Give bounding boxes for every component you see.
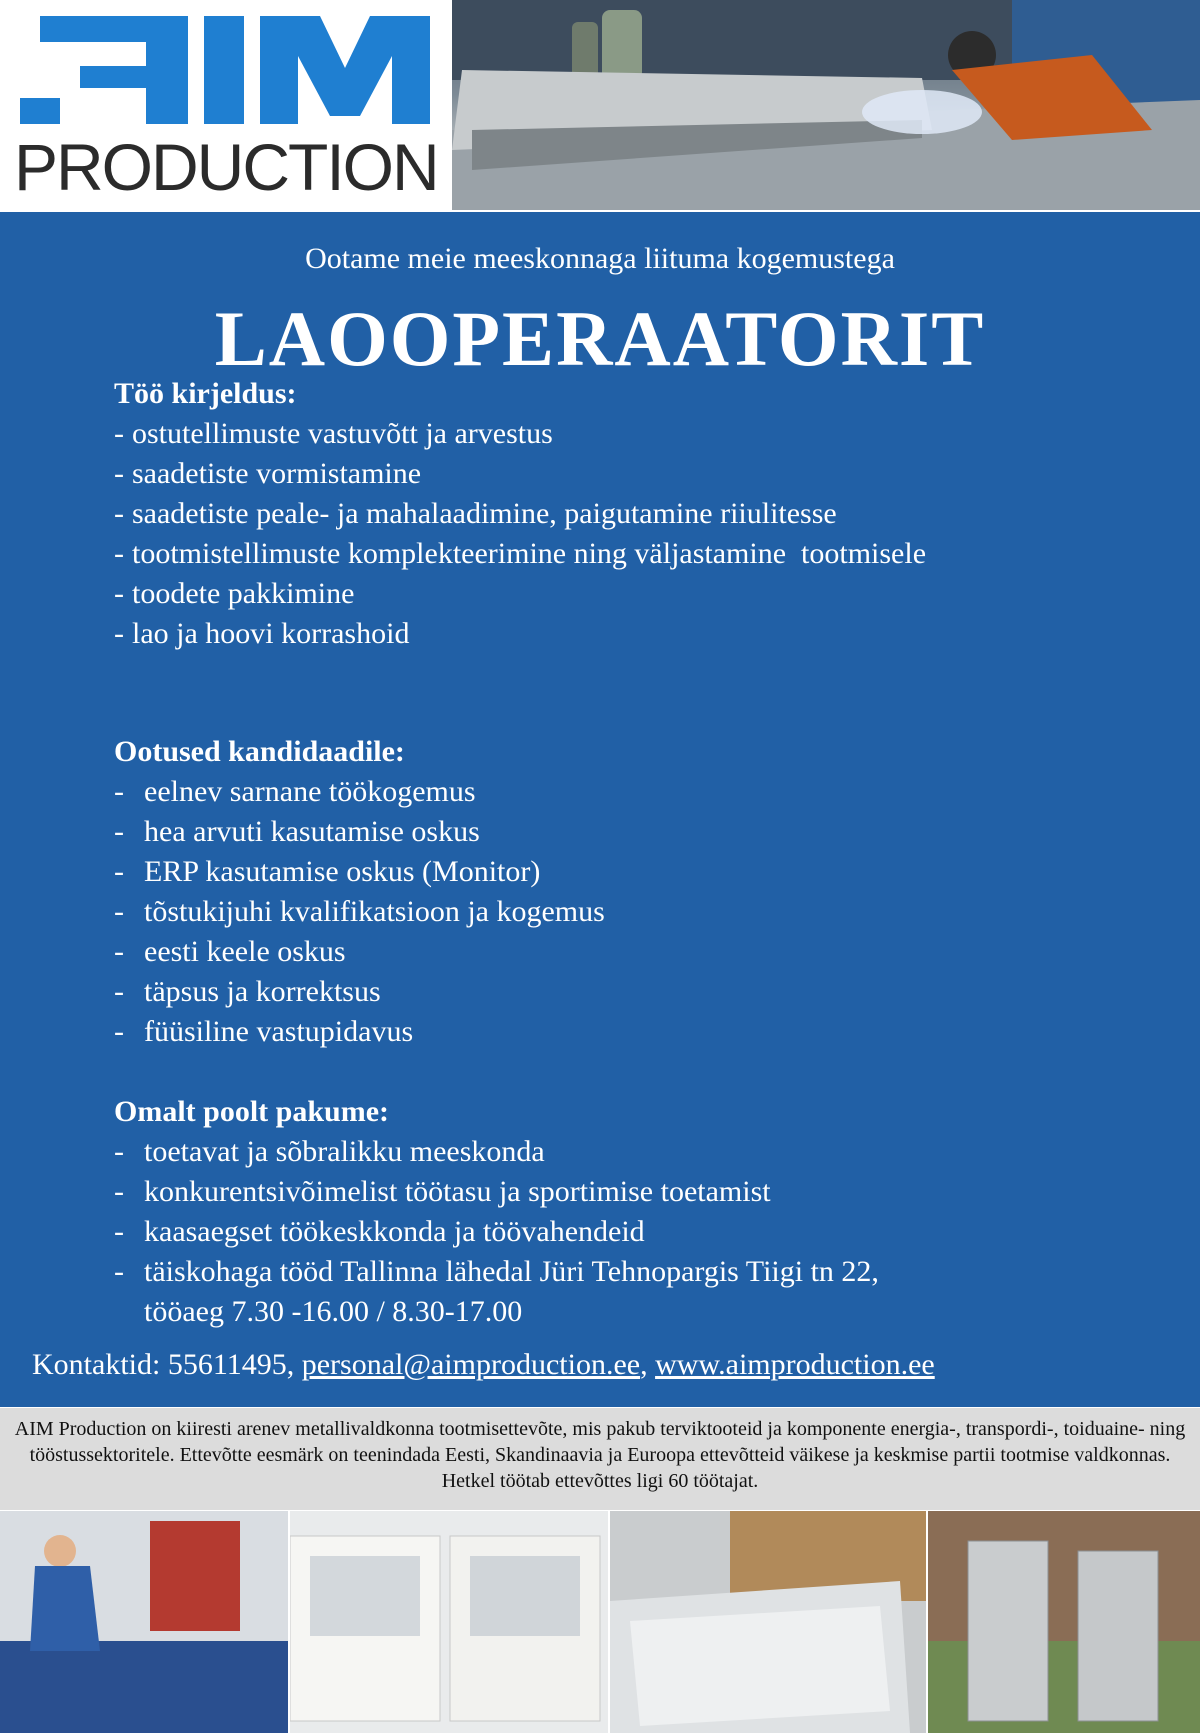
logo-wordmark: PRODUCTION — [14, 130, 438, 204]
list-item: - saadetiste vormistamine — [114, 457, 422, 490]
list-item: - toetavat ja sõbralikku meeskonda — [114, 1135, 545, 1168]
expectations-section — [114, 732, 1174, 1052]
contacts-label: Kontaktid: 55611495, — [32, 1348, 302, 1381]
expectations-heading: Ootused kandidaadile: — [114, 735, 405, 768]
intro-text: Ootame meie meeskonnaga liituma kogemustega — [305, 242, 895, 275]
offer-section — [114, 1092, 1174, 1332]
list-item: - konkurentsivõimelist töötasu ja sportimise toetamist — [114, 1175, 771, 1208]
contacts-line — [32, 1348, 935, 1382]
charging-stations-photo — [928, 1511, 1200, 1733]
header — [0, 0, 1200, 210]
job-description-section — [114, 374, 1174, 654]
contacts-separator: , — [640, 1348, 656, 1381]
list-item: - lao ja hoovi korrashoid — [114, 617, 410, 650]
welding-photo — [452, 0, 1200, 210]
job-description-panel — [0, 212, 1200, 1407]
list-item: - hea arvuti kasutamise oskus — [114, 815, 480, 848]
steel-enclosure-photo — [610, 1511, 926, 1733]
list-item: - tõstukijuhi kvalifikatsioon ja kogemus — [114, 895, 605, 928]
list-item: - füüsiline vastupidavus — [114, 1015, 414, 1048]
product-photos — [0, 1511, 1200, 1733]
list-item: - kaasaegset töökeskkonda ja töövahendeid — [114, 1215, 645, 1248]
job-description-heading: Töö kirjeldus: — [114, 377, 297, 410]
expectations-list — [114, 772, 1174, 1052]
email-link[interactable]: personal@aimproduction.ee — [301, 1348, 641, 1381]
cabinets-photo — [290, 1511, 608, 1733]
list-item: - eesti keele oskus — [114, 935, 346, 968]
list-item: - eelnev sarnane töökogemus — [114, 775, 476, 808]
list-item-continuation: tööaeg 7.30 -16.00 / 8.30-17.00 — [144, 1295, 523, 1328]
job-description-list — [114, 414, 1174, 654]
offer-heading: Omalt poolt pakume: — [114, 1095, 390, 1128]
list-item: - saadetiste peale- ja mahalaadimine, paigutamine riiulitesse — [114, 497, 837, 530]
company-logo — [0, 0, 450, 210]
list-item: - toodete pakkimine — [114, 577, 355, 610]
list-item: - täiskohaga tööd Tallinna lähedal Jüri Tehnopargis Tiigi tn 22, — [114, 1255, 879, 1288]
offer-list — [114, 1132, 1174, 1332]
list-item: - täpsus ja korrektsus — [114, 975, 381, 1008]
aim-logo-mark — [20, 8, 450, 136]
about-text: AIM Production on kiiresti arenev metallivaldkonna tootmisettevõte, mis pakub terviktooteid ja komponente energia-, transpordi-, toiduaine- ning tööstussektoritele. Ettevõtte eesmärk on teenindada Eesti, Skandinaavia ja Euroopa ettevõtteid väikese ja keskmise partii tootmise valdkonnas. Hetkel töötab ettevõttes ligi 60 töötajat. — [14, 1418, 1186, 1492]
website-link[interactable]: www.aimproduction.ee — [655, 1348, 935, 1381]
list-item: - tootmistellimuste komplekteerimine ning väljastamine tootmisele — [114, 537, 927, 570]
list-item: - ERP kasutamise oskus (Monitor) — [114, 855, 541, 888]
factory-worker-photo — [0, 1511, 288, 1733]
job-title: LAOOPERAATORIT — [214, 295, 986, 382]
list-item: - ostutellimuste vastuvõtt ja arvestus — [114, 417, 553, 450]
company-about — [0, 1408, 1200, 1510]
